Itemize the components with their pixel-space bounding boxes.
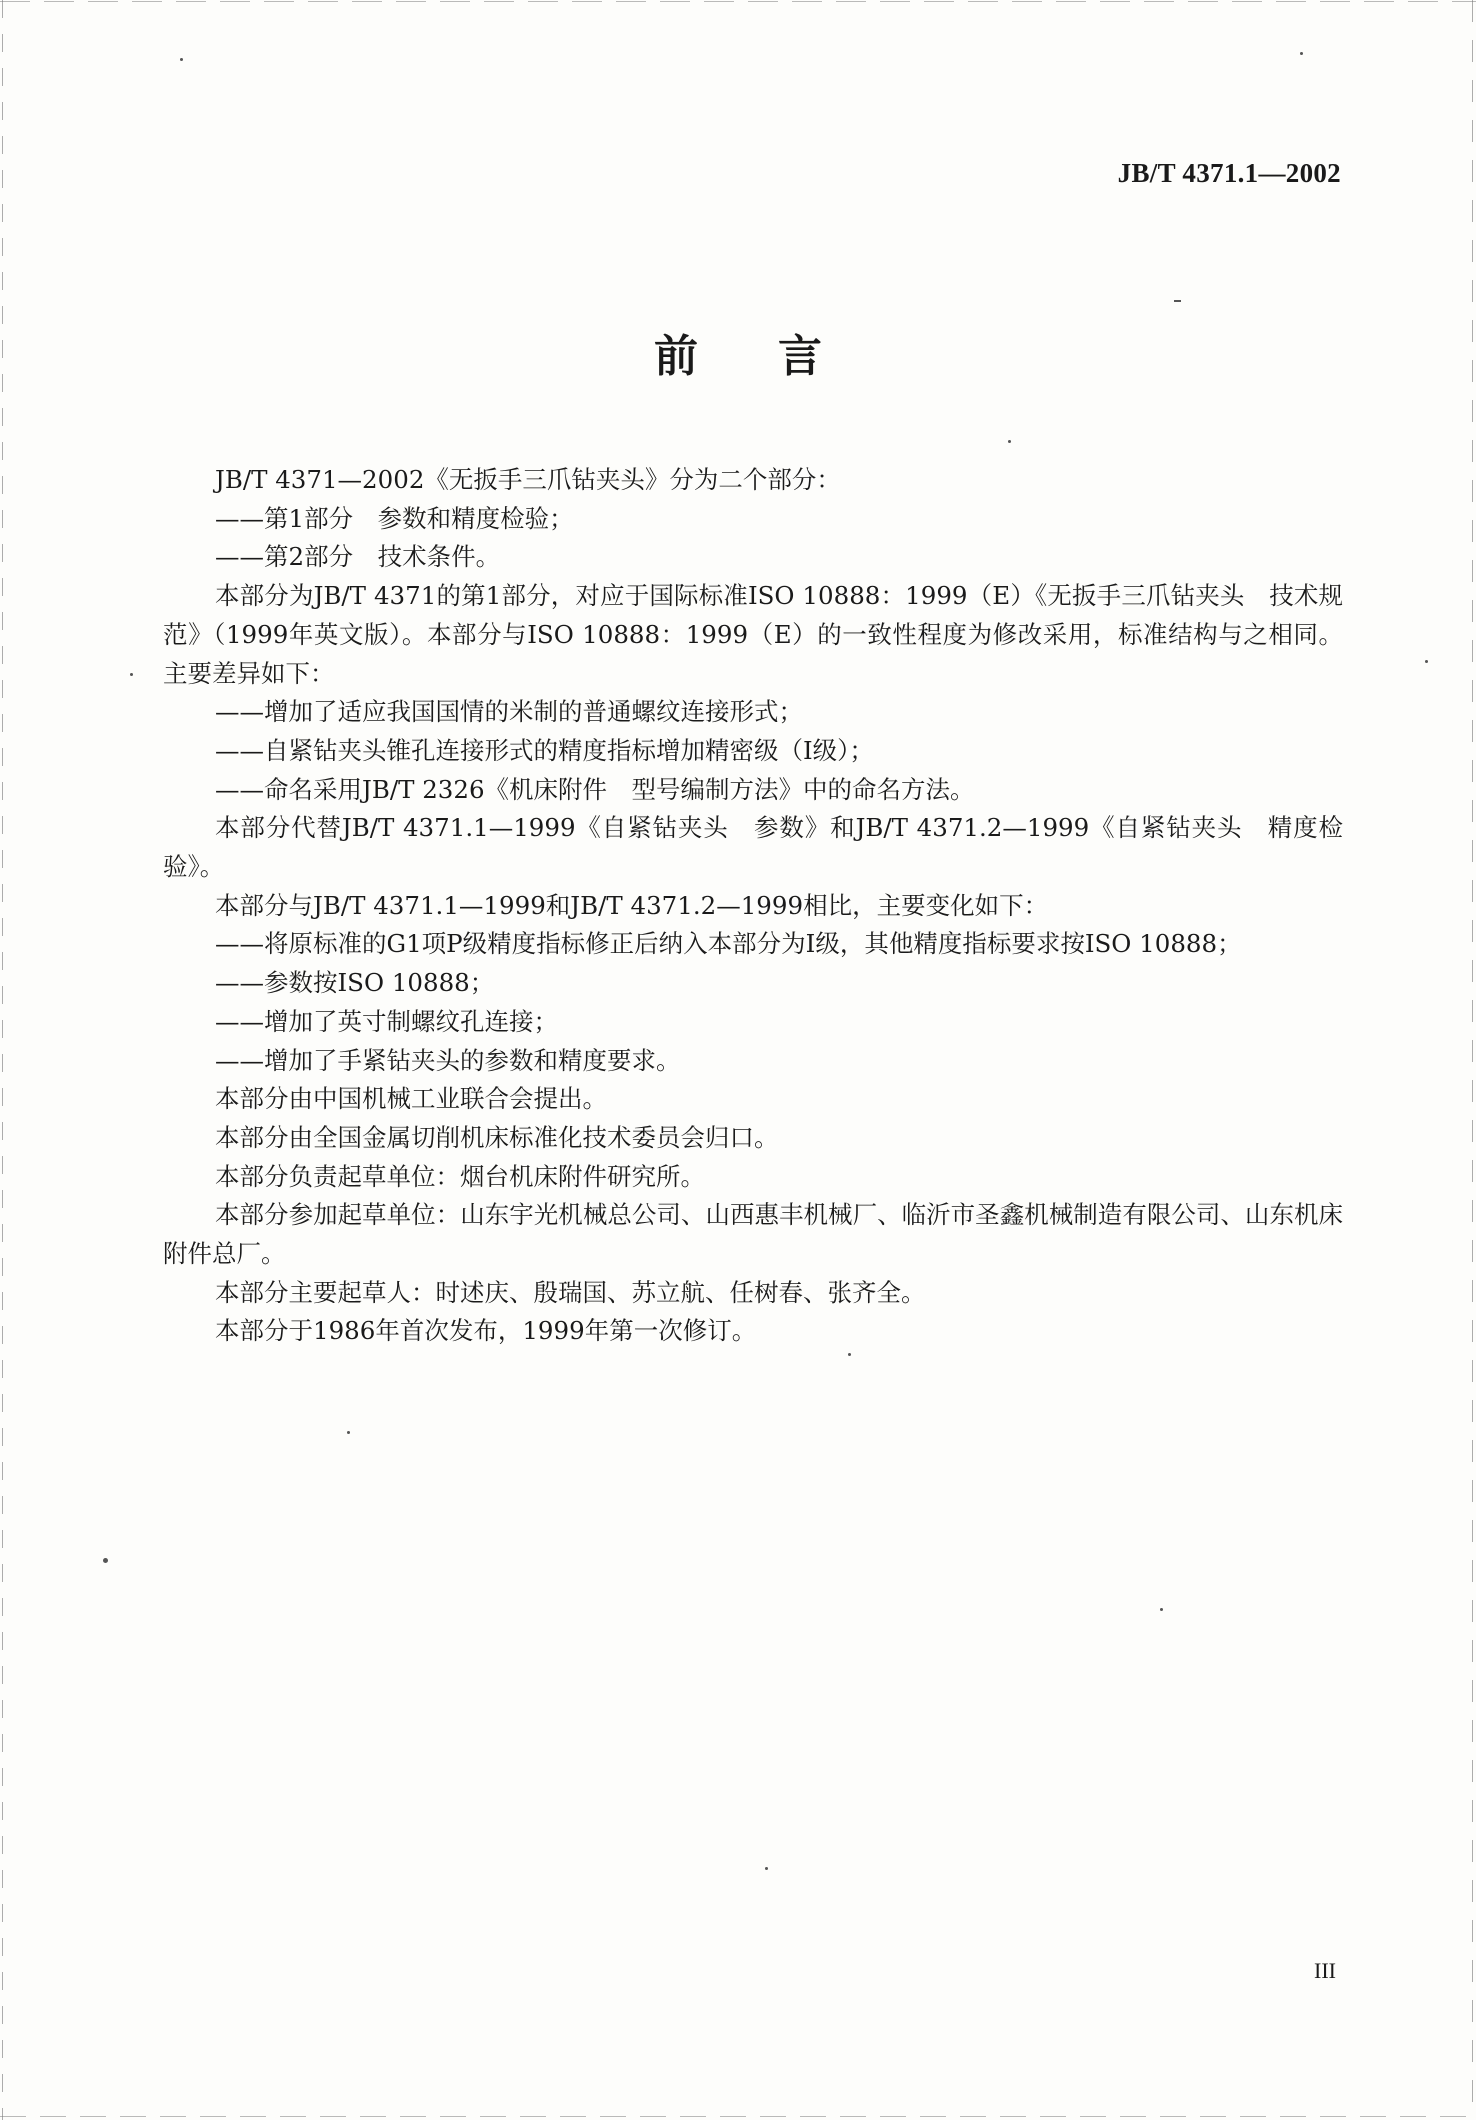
page-number: III bbox=[1314, 1958, 1336, 1983]
scan-speck bbox=[1300, 52, 1303, 55]
paragraph: ——增加了手紧钻夹头的参数和精度要求。 bbox=[215, 1045, 681, 1075]
scan-edge-right bbox=[1472, 0, 1473, 2120]
paragraph: ——命名采用JB/T 2326《机床附件 型号编制方法》中的命名方法。 bbox=[215, 774, 975, 804]
paragraph: ——将原标准的G1项P级精度指标修正后纳入本部分为I级，其他精度指标要求按ISO 10888； bbox=[215, 929, 1242, 959]
paragraph: ——自紧钻夹头锥孔连接形式的精度指标增加精密级（I级）； bbox=[215, 735, 874, 765]
paragraph: 本部分由中国机械工业联合会提出。 bbox=[215, 1084, 607, 1114]
paragraph: ——参数按ISO 10888； bbox=[215, 968, 495, 998]
scan-speck bbox=[1160, 1608, 1163, 1611]
foreword-body bbox=[163, 461, 1343, 1351]
scan-edge-top bbox=[0, 1, 1476, 2]
scan-edge-bottom bbox=[0, 2116, 1476, 2117]
paragraph: 本部分与JB/T 4371.1—1999和JB/T 4371.2—1999相比，主要变化如下： bbox=[215, 890, 1049, 920]
paragraph: JB/T 4371—2002《无扳手三爪钻夹头》分为二个部分： bbox=[215, 465, 841, 494]
paragraph: ——增加了适应我国国情的米制的普通螺纹连接形式； bbox=[215, 697, 803, 727]
scan-speck bbox=[347, 1431, 350, 1434]
paragraph: ——第2部分 技术条件。 bbox=[215, 542, 501, 572]
standard-number: JB/T 4371.1—2002 bbox=[1117, 158, 1341, 188]
scan-speck bbox=[1425, 660, 1428, 663]
paragraph: 本部分主要起草人：时述庆、殷瑞国、苏立航、任树春、张齐全。 bbox=[215, 1277, 926, 1307]
scan-speck bbox=[180, 58, 183, 61]
scan-speck bbox=[130, 673, 133, 676]
scan-edge-left bbox=[2, 0, 3, 2120]
paragraph: 本部分代替JB/T 4371.1—1999《自紧钻夹头 参数》和JB/T 4371.2—1999《自紧钻夹头 精度检验》。 bbox=[163, 813, 1343, 882]
paragraph: ——增加了英寸制螺纹孔连接； bbox=[215, 1006, 558, 1036]
paragraph: 本部分于1986年首次发布，1999年第一次修订。 bbox=[215, 1316, 757, 1346]
scan-speck bbox=[103, 1558, 108, 1563]
paragraph: 本部分负责起草单位：烟台机床附件研究所。 bbox=[215, 1161, 705, 1191]
paragraph: ——第1部分 参数和精度检验； bbox=[215, 503, 574, 533]
page-title: 前言 bbox=[654, 331, 902, 382]
paragraph: 本部分为JB/T 4371的第1部分，对应于国际标准ISO 10888：1999（E）《无扳手三爪钻夹头 技术规范》（1999年英文版）。本部分与ISO 10888：1999（E）的一致性程度为修改采用，标准结构与之相同。主要差异如下： bbox=[163, 581, 1343, 688]
scan-speck bbox=[1008, 440, 1011, 443]
scan-speck bbox=[765, 1867, 768, 1870]
paragraph: 本部分由全国金属切削机床标准化技术委员会归口。 bbox=[215, 1122, 779, 1152]
scan-speck bbox=[1174, 300, 1181, 302]
scan-speck bbox=[848, 1353, 851, 1356]
paragraph: 本部分参加起草单位：山东宇光机械总公司、山西惠丰机械厂、临沂市圣鑫机械制造有限公司、山东机床附件总厂。 bbox=[163, 1200, 1343, 1269]
